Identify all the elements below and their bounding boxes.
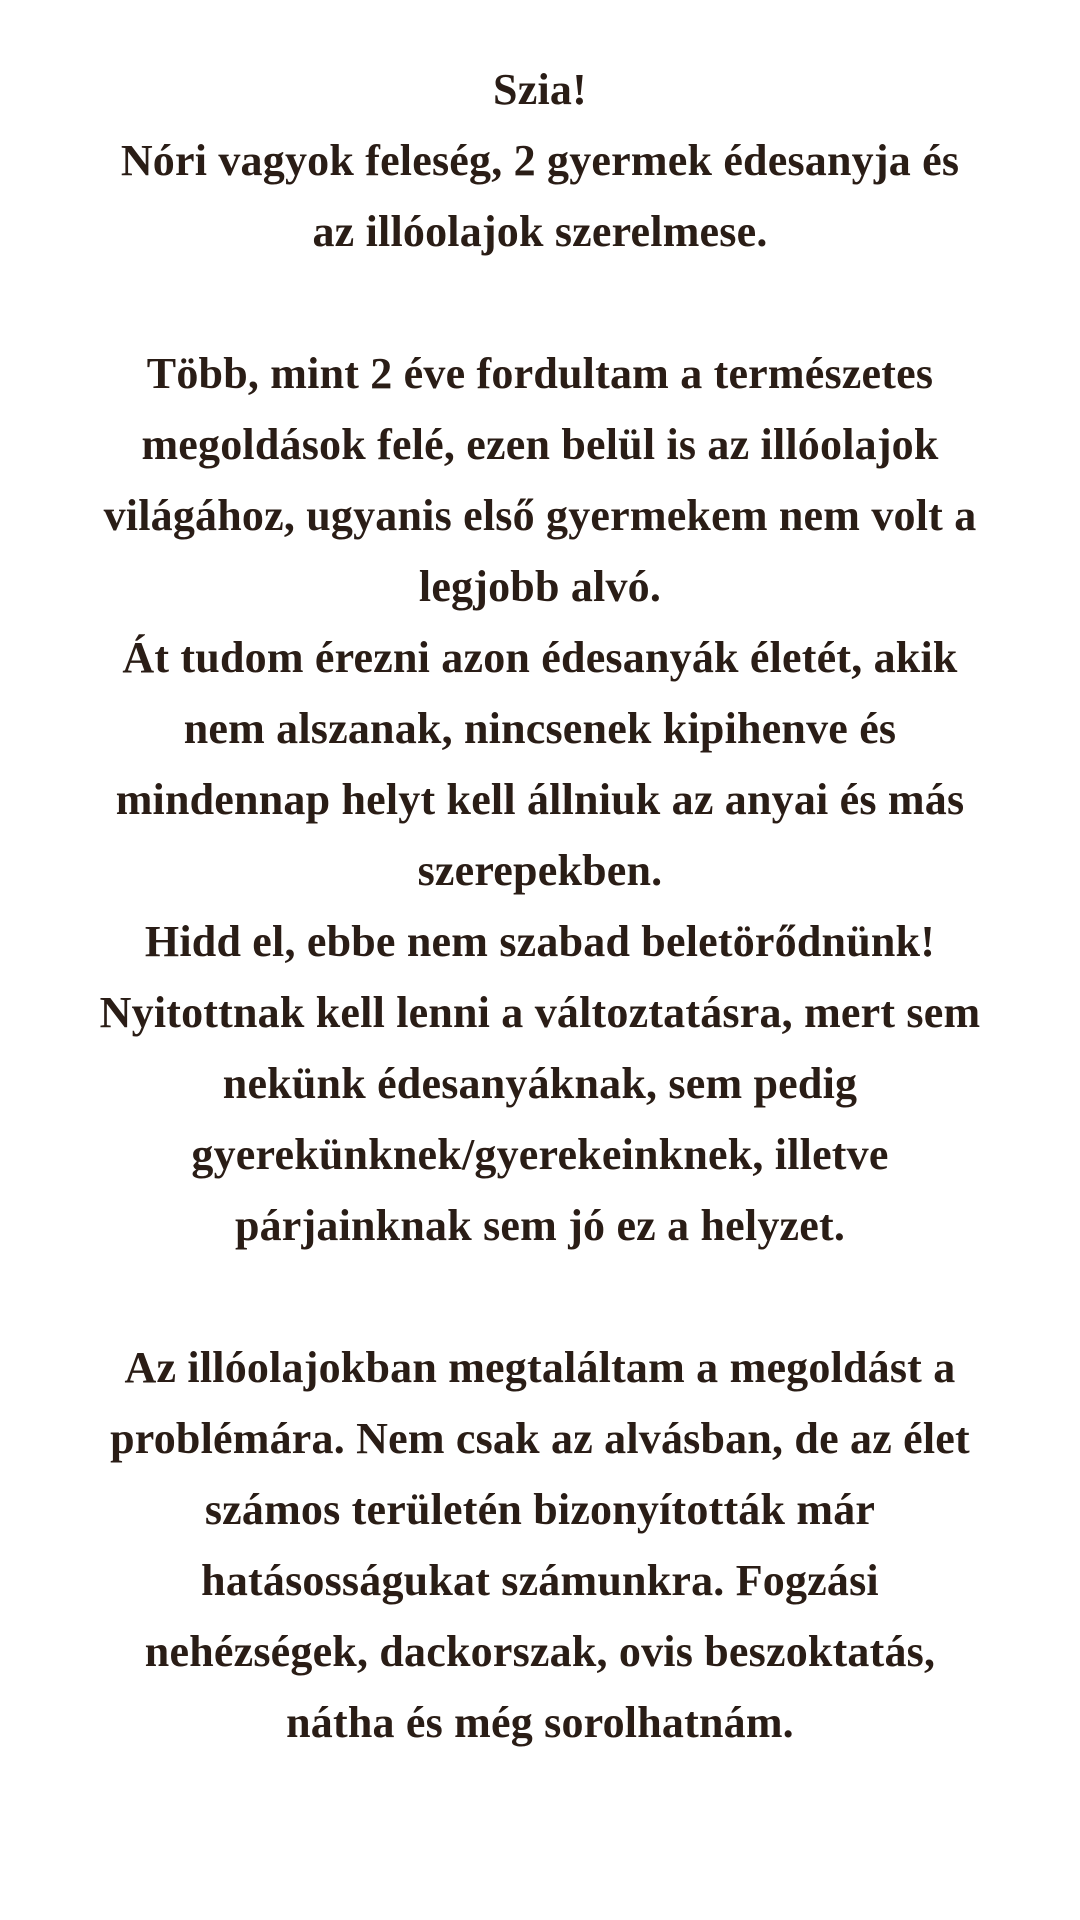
paragraph-spacer	[30, 267, 1050, 338]
solution-paragraph: Az illóolajokban megtaláltam a megoldást a problémára. Nem csak az alvásban, de az élet számos területén bizonyították már hatásosságukat számunkra. Fogzási nehézségek, dackorszak, ovis beszoktatás, nátha és még sorolhatnám.	[110, 1343, 970, 1747]
paragraph-spacer	[30, 1261, 1050, 1332]
story-paragraph-4: Nyitottnak kell lenni a változtatásra, mert sem nekünk édesanyáknak, sem pedig gyerekünknek/gyerekeinknek, illetve párjainknak sem jó ez a helyzet.	[99, 988, 981, 1250]
story-paragraph-3: Hidd el, ebbe nem szabad beletörődnünk!	[144, 917, 936, 966]
story-paragraph-2: Át tudom érezni azon édesanyák életét, akik nem alszanak, nincsenek kipihenve és mindennap helyt kell állniuk az anyai és más szerepekben.	[115, 633, 965, 895]
intro-paragraph: Nóri vagyok feleség, 2 gyermek édesanyja és az illóolajok szerelmese.	[120, 136, 960, 256]
story-paragraph-1: Több, mint 2 éve fordultam a természetes megoldások felé, ezen belül is az illóolajok világához, ugyanis első gyermekem nem volt a legjobb alvó.	[103, 349, 977, 611]
intro-text-block	[30, 54, 1050, 1758]
greeting-line: Szia!	[493, 65, 587, 114]
